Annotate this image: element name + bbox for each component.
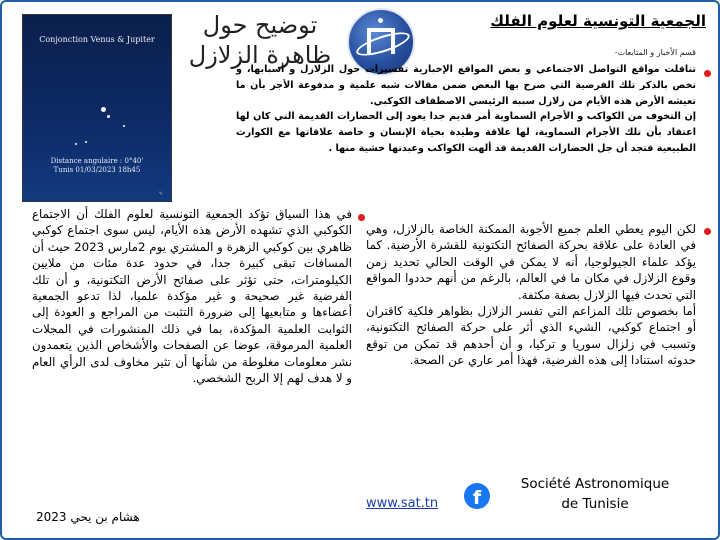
headline xyxy=(170,10,350,70)
headline-line1: توضيح حول xyxy=(202,11,318,39)
section-label: قسم الأخبار و المتابعات- xyxy=(614,48,696,57)
society-name-fr-line2: de Tunisie xyxy=(561,496,629,512)
author-signature: هشام بن يحي 2023 xyxy=(36,510,140,524)
faint-star xyxy=(75,143,77,145)
society-name-fr-line1: Société Astronomique xyxy=(520,476,670,492)
photo-place-date: Tunis 01/03/2023 18h45 xyxy=(53,166,141,174)
society-name-fr xyxy=(510,474,680,514)
intro-paragraph1: تناقلت مواقع التواصل الاجتماعي و بعض المواقع الإخبارية تفسيرات حول الزلازل و أسبابها، و نخص بالذكر تلك الفرضية التي صرح بها البعض ضمن مقالات شبه علمية و مدفوعة الأجر بأن ما تعيشه الأرض هذه الأيام من زلازل سببه الرئيسي الاصطفاف الكوكبي. xyxy=(236,64,696,107)
intro-text xyxy=(236,62,696,157)
jupiter-star xyxy=(107,115,110,118)
left-paragraph: في هذا السياق تؤكد الجمعية التونسية لعلوم الفلك أن الاجتماع الكوكبي الذي تشهده الأرض هذه الأيام، ليس سوى اجتماع كوكبي ظاهري بين كوكبي الزهرة و المشتري يوم 2مارس 2023 حيث أن المسافات تبقى كبيرة جدا، في حدود عدة مئات من ملايين الكيلومترات، حتى تؤثر على صفائح الأرض التكتونية، و أن تلك الفرضية غير صحيحة و غير مؤكدة علميا، لذا تدعو الجمعية أعضاءها و متابعيها إلى ضرورة التثبت من المراجع و العودة إلى الثوابت العلمية المؤكدة، بما في ذلك المنشورات في المجلات العلمية المرموقة، عوضا عن الصفحات والأشخاص الذين يتعمدون نشر معلومات مغلوطة من شأنها أن تثير مخاوف لدى الرأي العام و لا هدف لهم إلا الربح الشخصي. xyxy=(32,207,352,386)
intro-paragraph2: إن التخوف من الكواكب و الأجرام السماوية أمر قديم جدا يعود إلى الحضارات القديمة التي كان لها اعتقاد بأن تلك الأجرام السماوية، لها علاقة وطيدة بحياة الإنسان و خاصة علاقاتها مع الكوارث الطبيعية فتجد أن جل الحضارات القديمة قد ألهت الكواكب وعبدتها خشية منها . xyxy=(236,111,696,154)
conjunction-photo xyxy=(22,14,172,202)
photo-distance-caption xyxy=(23,157,171,175)
right-paragraph1: لكن اليوم يعطي العلم جميع الأجوبة الممكنة الخاصة بالزلازل، وهي في العادة على علاقة بحركة الصفائح التكتونية للقشرة الأرضية. كما يؤكد علماء الجيولوجيا، أنه لا يمكن في الوقت الحالي تحديد زمن وقوع الزلازل في مكان ما في العالم، بالرغم من أنهم حددوا المواقع التي تحدث فيها الزلازل بصفة مكثفة. xyxy=(366,222,696,302)
photo-distance: Distance angulaire : 0°40' xyxy=(50,157,144,165)
photo-signature: ✎ xyxy=(158,191,163,197)
venus-star xyxy=(101,107,106,112)
logo-star-icon xyxy=(378,18,383,23)
headline-line2: ظاهرة الزلازل xyxy=(188,41,332,69)
right-column xyxy=(366,221,696,369)
bullet-icon xyxy=(704,70,711,77)
photo-caption: Conjonction Venus & Jupiter xyxy=(39,35,155,44)
right-paragraph2: أما بخصوص تلك المزاعم التي تفسر الزلازل بظواهر فلكية كاقتران أو اجتماع كوكبي، الشيء الذي أثر على حركة الصفائح التكتونية، وتسبب في زلزال سوريا و تركيا، و أن أحدهم قد تمكن من توقع حدوثه استنادا إلى هذه الفرضية، فهذا أمر عاري عن الصحة. xyxy=(366,304,696,368)
org-name: الجمعية التونسية لعلوم الفلك xyxy=(490,12,706,30)
faint-star xyxy=(85,141,87,143)
faint-star xyxy=(123,125,125,127)
bullet-icon xyxy=(358,214,365,221)
website-link[interactable]: www.sat.tn xyxy=(366,496,439,511)
left-column xyxy=(32,206,352,386)
facebook-icon[interactable]: f xyxy=(464,483,490,509)
bullet-icon xyxy=(704,228,711,235)
